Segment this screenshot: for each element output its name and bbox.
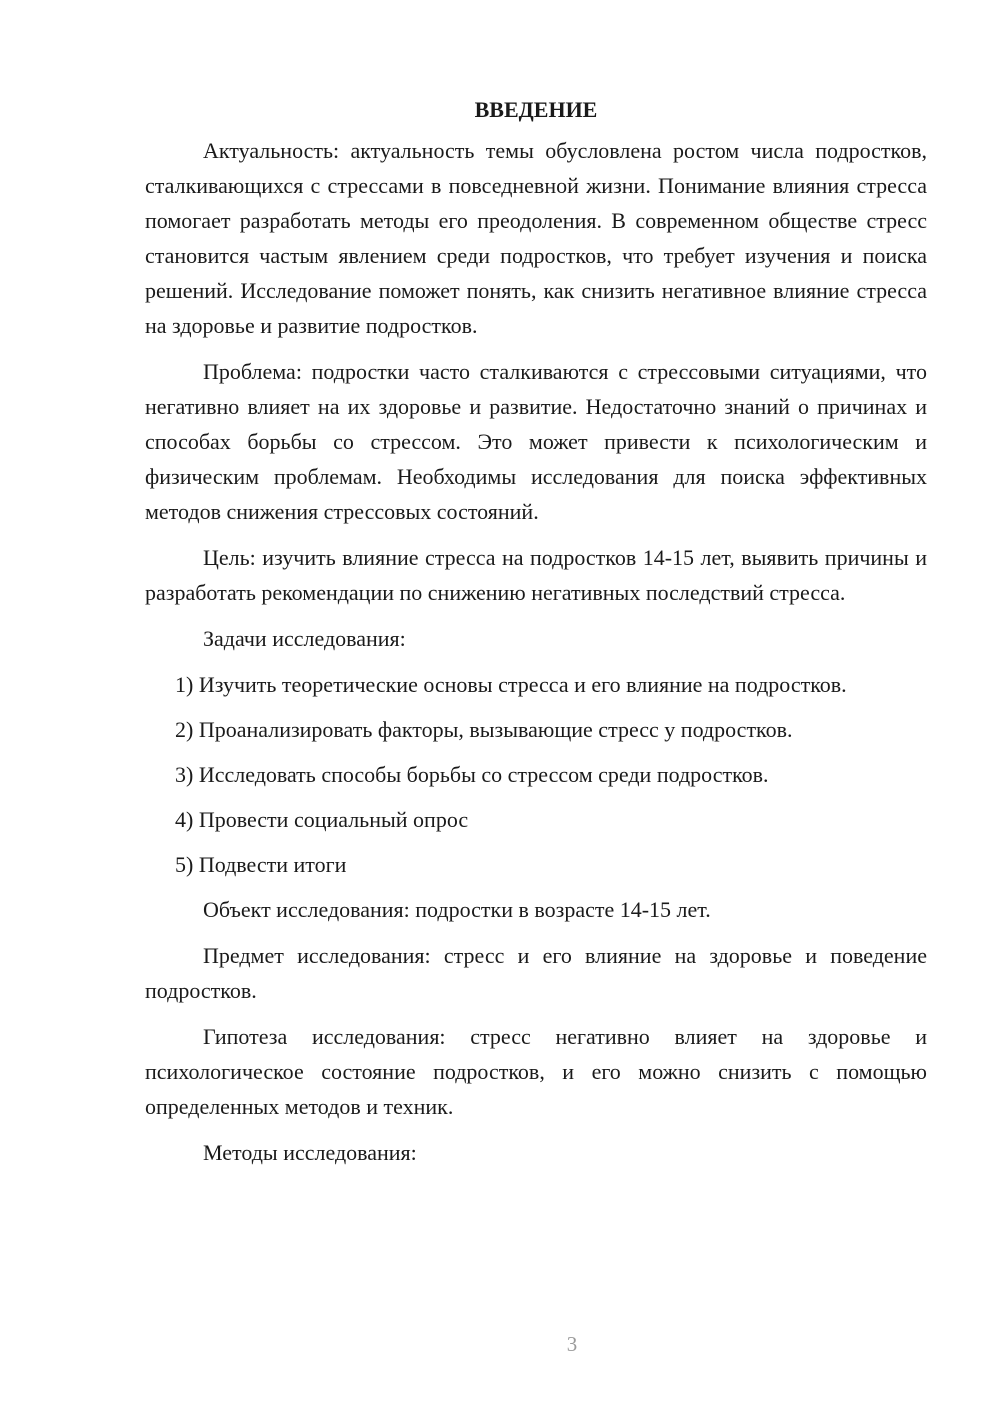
tasks-heading: Задачи исследования: [203,626,406,651]
document-page [145,92,927,1181]
task-item: 1) Изучить теоретические основы стресса и его влияние на подростков. [175,672,847,697]
hypothesis-paragraph: Гипотеза исследования: стресс негативно влияет на здоровье и психологическое состояние подростков, и его можно снизить с помощью определенных методов и техник. [145,1024,927,1119]
task-item: 3) Исследовать способы борьбы со стрессом среди подростков. [175,762,769,787]
subject-paragraph: Предмет исследования: стресс и его влияние на здоровье и поведение подростков. [145,943,927,1003]
goal-paragraph: Цель: изучить влияние стресса на подростков 14-15 лет, выявить причины и разработать рекомендации по снижению негативных последствий стресса. [145,545,927,605]
section-title: ВВЕДЕНИЕ [474,97,598,122]
relevance-paragraph: Актуальность: актуальность темы обусловлена ростом числа подростков, сталкивающихся с стрессами в повседневной жизни. Понимание влияния стресса помогает разработать методы его преодоления. В современном обществе стресс становится частым явлением среди подростков, что требует изучения и поиска решений. Исследование поможет понять, как снизить негативное влияние стресса на здоровье и развитие подростков. [145,138,927,338]
task-item: 2) Проанализировать факторы, вызывающие стресс у подростков. [175,717,793,742]
task-item: 4) Провести социальный опрос [175,807,469,832]
problem-paragraph: Проблема: подростки часто сталкиваются с стрессовыми ситуациями, что негативно влияет на их здоровье и развитие. Недостаточно знаний о причинах и способах борьбы со стрессом. Это может привести к психологическим и физическим проблемам. Необходимы исследования для поиска эффективных методов снижения стрессовых состояний. [145,359,927,524]
page-number: 3 [566,1332,578,1356]
methods-heading: Методы исследования: [203,1140,417,1165]
task-item: 5) Подвести итоги [175,852,347,877]
tasks-list [145,667,927,882]
object-paragraph: Объект исследования: подростки в возрасте 14-15 лет. [203,897,711,922]
